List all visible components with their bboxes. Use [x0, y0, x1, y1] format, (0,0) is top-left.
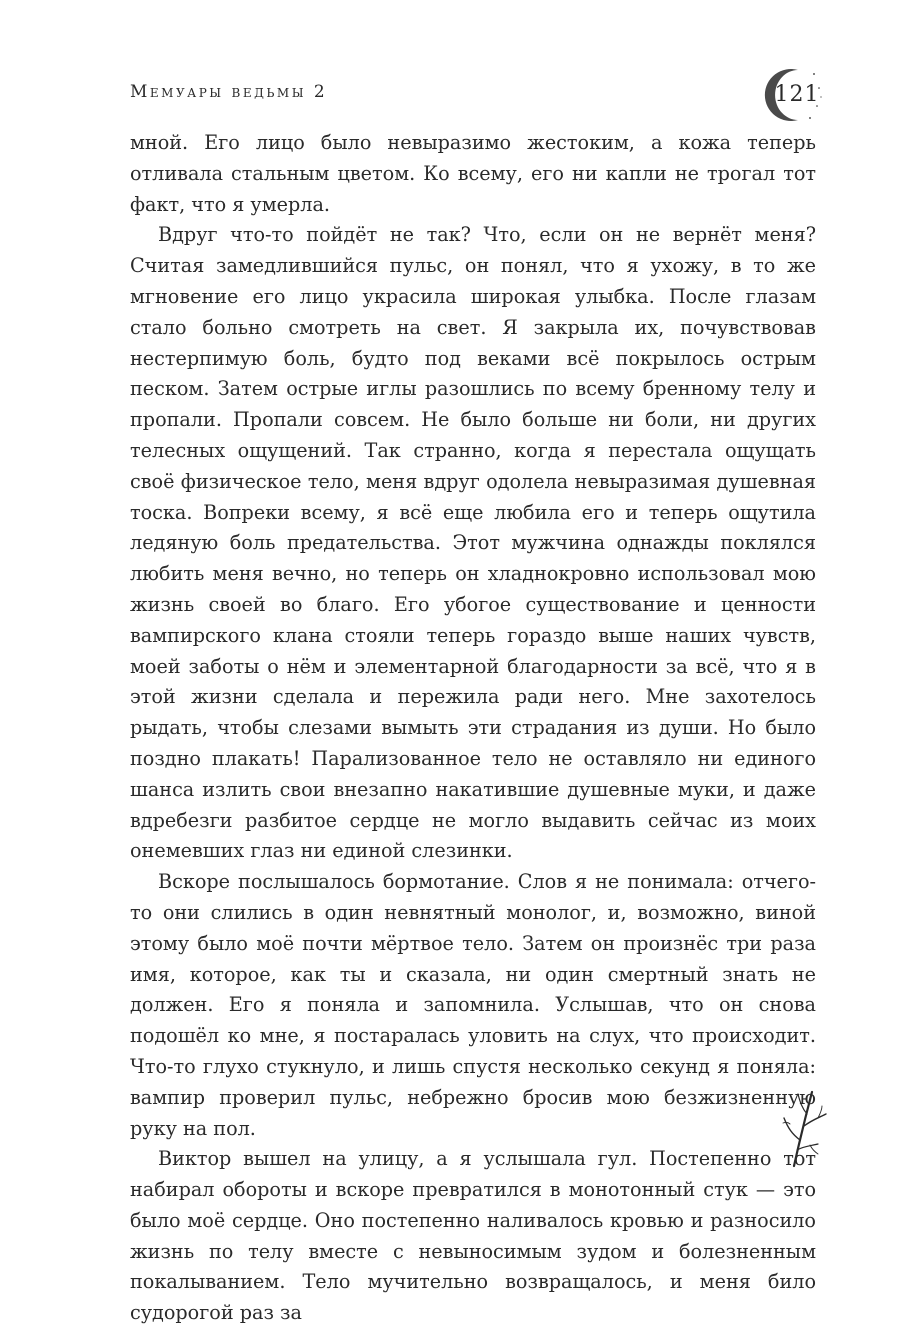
- paragraph-3: Вскоре послышалось бормотание. Слов я не понимала: отчего-то они слились в один невнятный монолог, и, возможно, виной этому было моё почти мёртвое тело. Затем он произнёс три раза имя, которое, как ты и сказала, ни один смертный знать не должен. Его я поняла и запомнила. Услышав, что он снова подошёл ко мне, я постаралась уловить на слух, что происходит. Что-то глухо стукнуло, и лишь спустя несколько секунд я поняла: вампир проверил пульс, небрежно бросив мою безжизненную руку на пол.: [130, 870, 816, 1140]
- page-number-block: [758, 66, 824, 124]
- paragraph-4: Виктор вышел на улицу, а я услышала гул. Постепенно тот набирал обороты и вскоре превратился в монотонный стук — это было моё сердце. Оно постепенно наливалось кровью и разносило жизнь по телу вместе с невыносимым зудом и болезненным покалыванием. Тело мучительно возвращалось, и меня било судорогой раз за: [130, 1147, 816, 1325]
- body-text: [130, 128, 816, 1329]
- page-number: 121: [774, 82, 820, 107]
- running-title: Мемуары ведьмы 2: [130, 82, 328, 102]
- paragraph-1: мной. Его лицо было невыразимо жестоким, а кожа теперь отливала стальным цветом. Ко всему, его ни капли не трогал тот факт, что я умерла.: [130, 131, 816, 216]
- paragraph-2: Вдруг что-то пойдёт не так? Что, если он не вернёт меня? Считая замедлившийся пульс, он понял, что я ухожу, в то же мгновение его лицо украсила широкая улыбка. После глазам стало больно смотреть на свет. Я закрыла их, почувствовав нестерпимую боль, будто под веками всё покрылось острым песком. Затем острые иглы разошлись по всему бренному телу и пропали. Пропали совсем. Не было больше ни боли, ни других телесных ощущений. Так странно, когда я перестала ощущать своё физическое тело, меня вдруг одолела невыразимая душевная тоска. Вопреки всему, я всё еще любила его и теперь ощутила ледяную боль предательства. Этот мужчина однажды поклялся любить меня вечно, но теперь он хладнокровно использовал мою жизнь своей во благо. Его убогое существование и ценности вампирского клана стояли теперь гораздо выше наших чувств, моей заботы о нём и элементарной благодарности за всё, что я в этой жизни сделала и пережила ради него. Мне захотелось рыдать, чтобы слезами вымыть эти страдания из души. Но было поздно плакать! Парализованное тело не оставляло ни единого шанса излить свои внезапно накатившие душевные муки, и даже вдребезги разбитое сердце не могло выдавить сейчас из моих онемевших глаз ни единой слезинки.: [130, 223, 816, 863]
- bare-branch-icon: [782, 1088, 828, 1168]
